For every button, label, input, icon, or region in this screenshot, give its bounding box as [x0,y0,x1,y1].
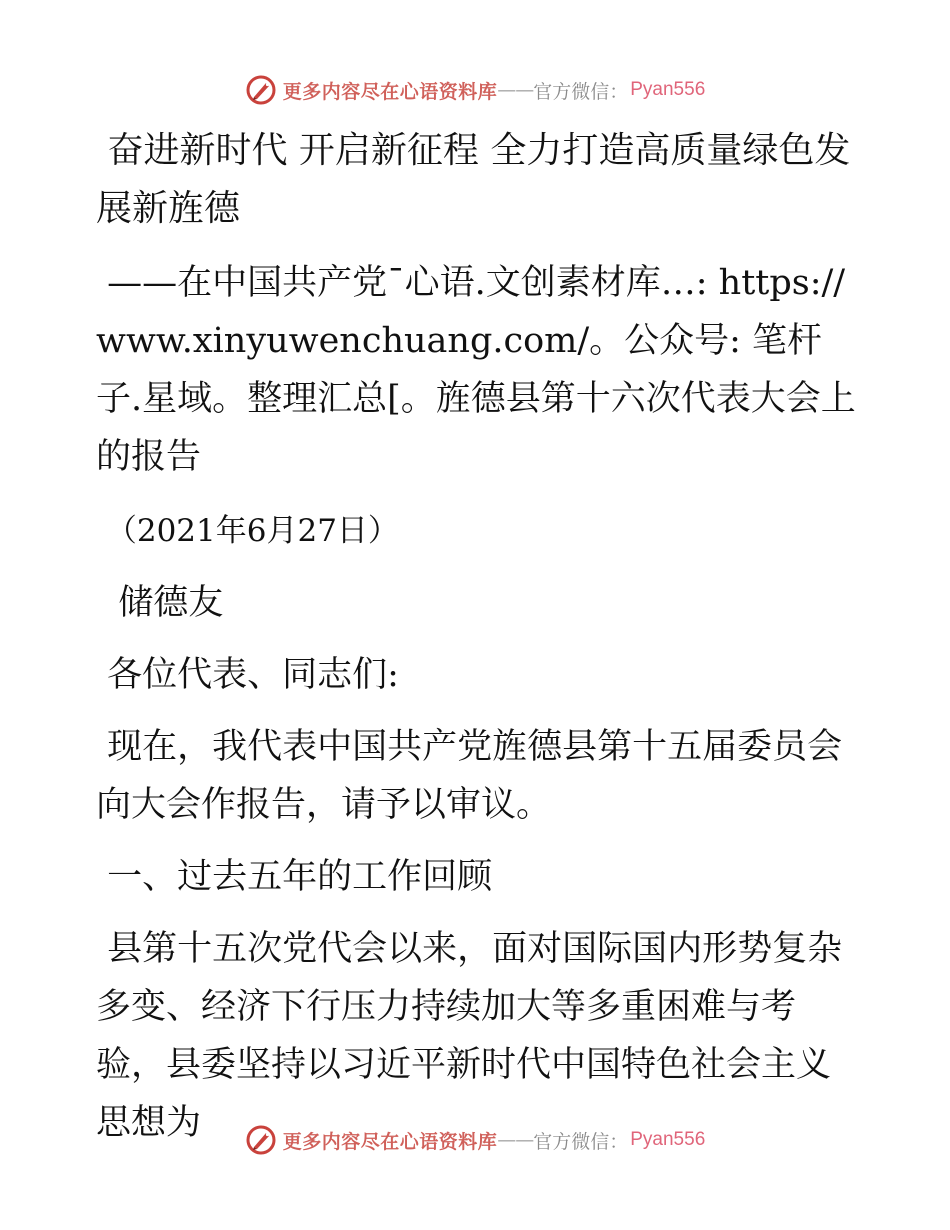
section-heading-1: 一、过去五年的工作回顾 [96,857,493,897]
banner-site-text: 更多内容尽在心语资料库 [282,80,498,103]
document-author: 储德友 [96,583,224,623]
header-banner [0,70,950,110]
paragraph-intro: 现在，我代表中国共产党旌德县第十五届委员会向大会作报告，请予以审议。 [96,727,843,825]
banner-wechat-label: 官方微信： [533,80,629,103]
greeting: 各位代表、同志们: [96,655,399,695]
banner-site-text: 更多内容尽在心语资料库 [282,1130,498,1153]
banner-wechat-id: Pyan556 [630,79,706,100]
pen-logo-icon [245,1124,277,1156]
document-body [96,122,856,1152]
document-title: 奋进新时代 开启新征程 全力打造高质量绿色发展新旌德 [96,130,851,229]
banner-dash: —— [497,79,534,101]
pen-logo-icon [245,74,277,106]
paragraph-review: 县第十五次党代会以来，面对国际国内形势复杂多变、经济下行压力持续加大等多重困难与考验，县委坚持以习近平新时代中国特色社会主义思想为 [96,929,843,1143]
document-date: （2021年6月27日） [96,513,399,549]
footer-banner [0,1120,950,1160]
banner-dash: —— [497,1129,534,1151]
banner-wechat-label: 官方微信： [533,1130,629,1153]
banner-wechat-id: Pyan556 [630,1129,706,1150]
document-subtitle: ——在中国共产党¯心语.文创素材库…: https://www.xinyuwenchuang.com/。公众号: 笔杆子.星域。整理汇总[。旌德县第十六次代表大会上的报告 [96,263,856,477]
